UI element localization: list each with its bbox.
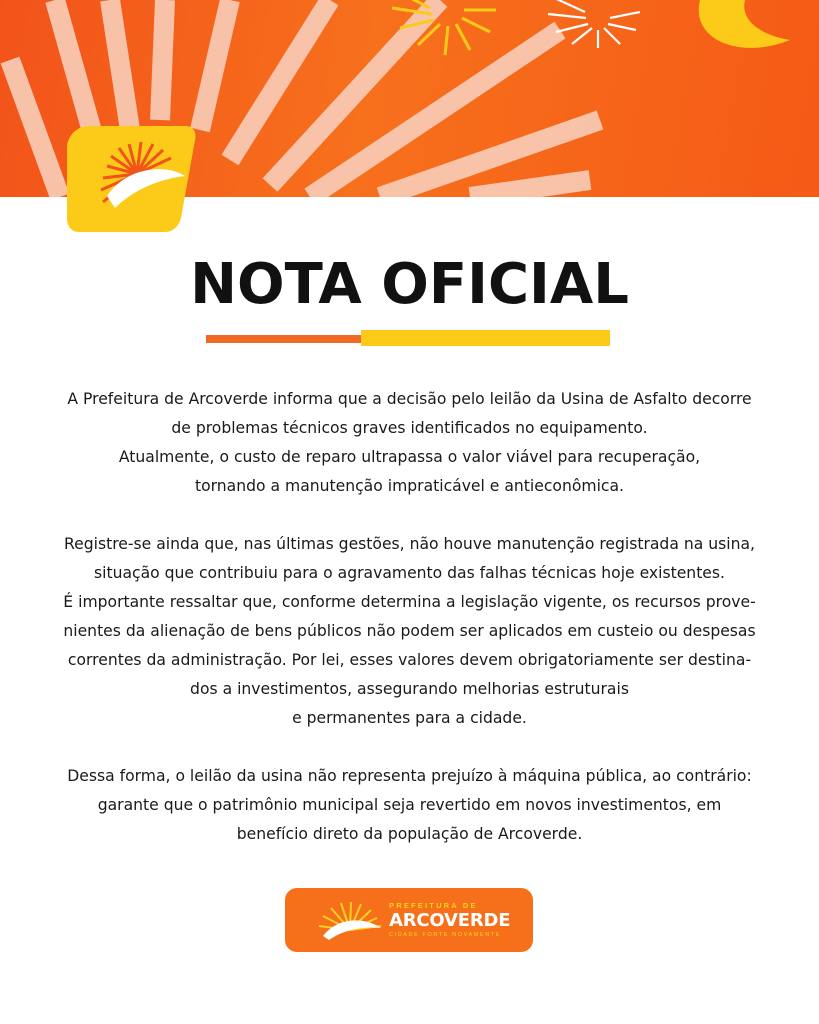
text-line: benefício direto da população de Arcoverde. xyxy=(236,825,583,843)
paragraph-3 xyxy=(60,762,759,849)
title-divider-yellow xyxy=(361,330,610,346)
text-line: dos a investimentos, assegurando melhorias estruturais xyxy=(190,680,629,698)
page-title: NOTA OFICIAL xyxy=(190,252,629,317)
sun-logo-icon xyxy=(315,900,385,940)
prefeitura-arcoverde-logo xyxy=(285,888,533,952)
text-line: tornando a manutenção impraticável e antieconômica. xyxy=(194,477,624,495)
text-line: situação que contribuiu para o agravamento das falhas técnicas hoje existentes. xyxy=(94,564,725,582)
text-line: e permanentes para a cidade. xyxy=(292,709,527,727)
text-line: de problemas técnicos graves identificados no equipamento. xyxy=(171,419,648,437)
text-line: Atualmente, o custo de reparo ultrapassa o valor viável para recuperação, xyxy=(118,448,701,466)
text-line: A Prefeitura de Arcoverde informa que a decisão pelo leilão da Usina de Asfalto decorre xyxy=(67,390,752,408)
text-line: nientes da alienação de bens públicos não podem ser aplicados em custeio ou despesas xyxy=(63,622,756,640)
text-line: É importante ressaltar que, conforme determina a legislação vigente, os recursos prove- xyxy=(63,593,756,611)
text-line: garante que o patrimônio municipal seja revertido em novos investimentos, em xyxy=(97,796,722,814)
arcoverde-sun-emblem-icon xyxy=(67,126,197,232)
text-line: Dessa forma, o leilão da usina não representa prejuízo à máquina pública, ao contrário: xyxy=(67,767,752,785)
text-line: correntes da administração. Por lei, esses valores devem obrigatoriamente ser destina- xyxy=(67,651,752,669)
text-line: Registre-se ainda que, nas últimas gestões, não houve manutenção registrada na usina, xyxy=(64,535,755,553)
logo-tagline: CIDADE FORTE NOVAMENTE xyxy=(389,932,502,938)
title-divider-orange xyxy=(206,335,366,343)
paragraph-1 xyxy=(60,385,759,501)
logo-top-text: PREFEITURA DE xyxy=(389,901,478,910)
paragraph-2 xyxy=(60,530,759,733)
logo-name: ARCOVERDE xyxy=(389,910,511,931)
official-note-body xyxy=(60,385,759,849)
